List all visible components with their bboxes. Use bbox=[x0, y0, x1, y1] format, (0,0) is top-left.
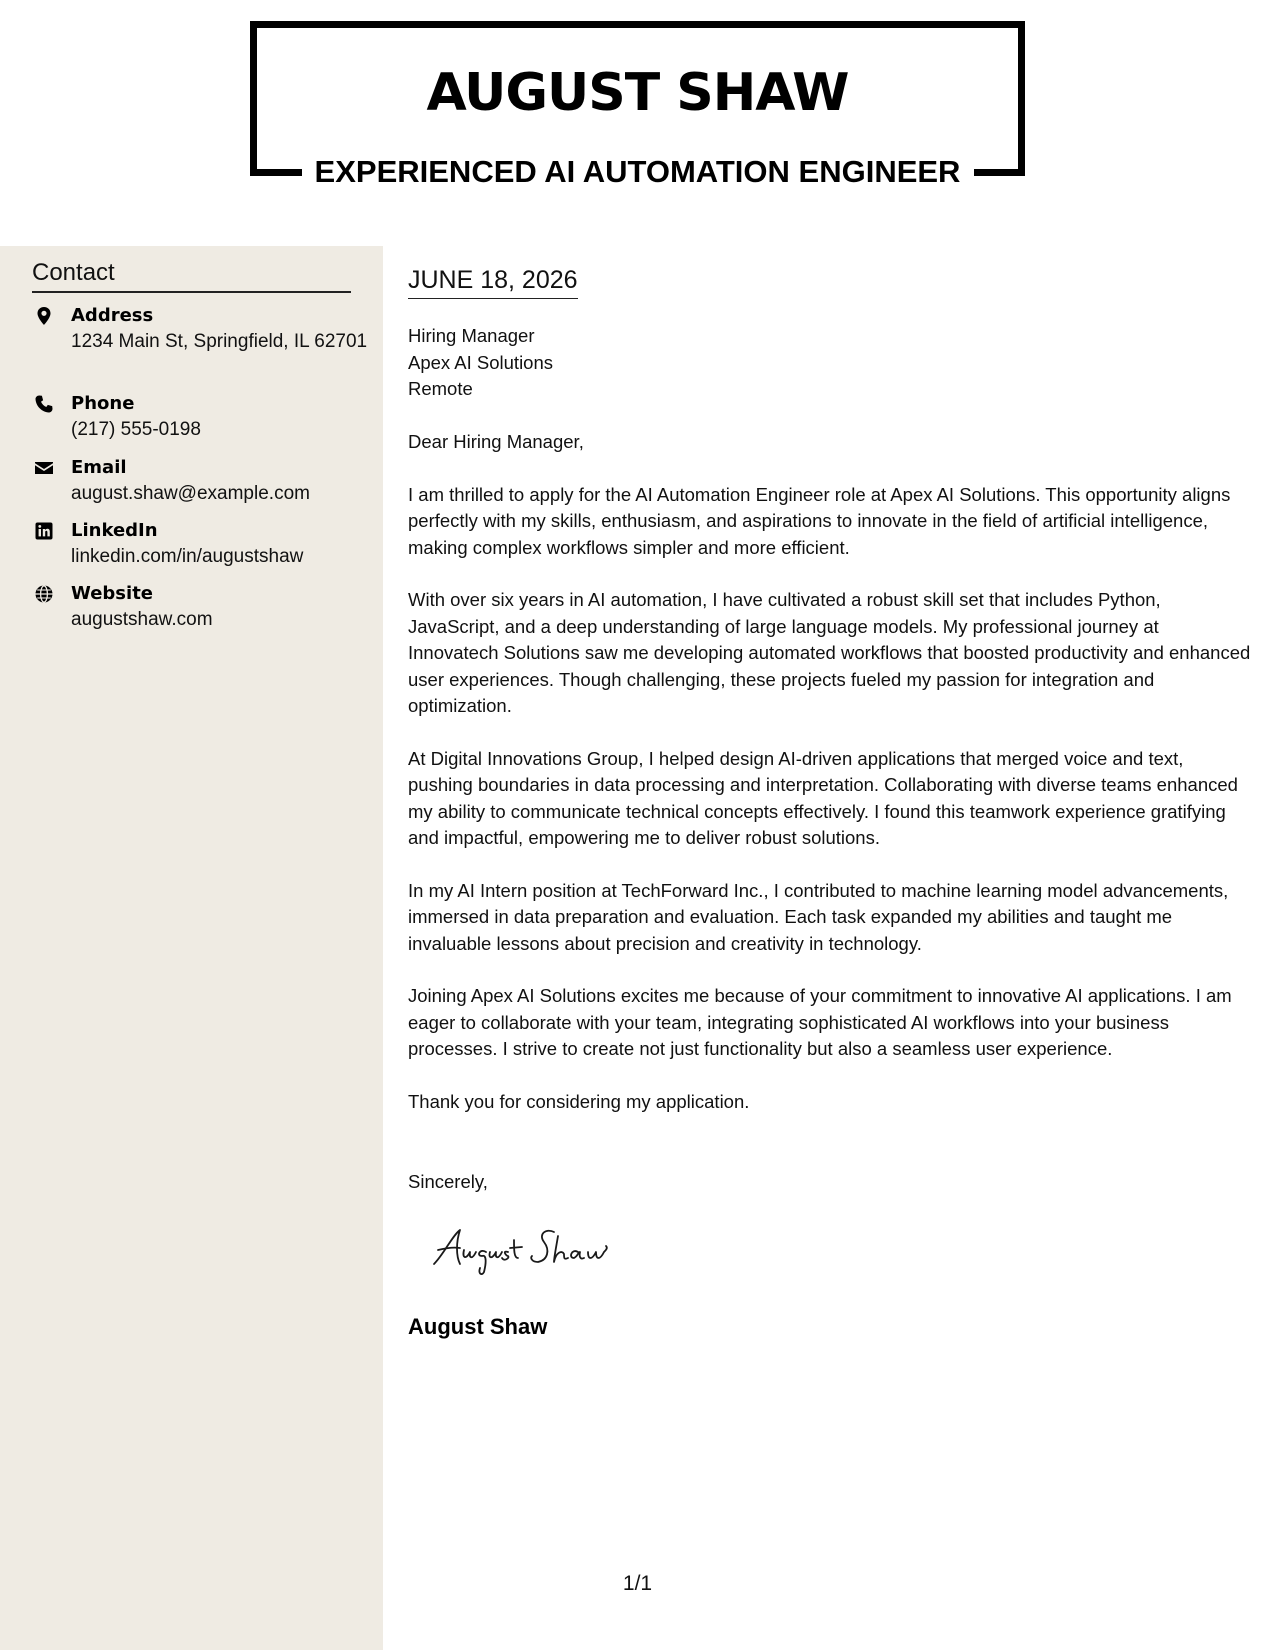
letter-paragraph: I am thrilled to apply for the AI Automation Engineer role at Apex AI Solutions. This opportunity aligns perfectly with my skills, enthusiasm, and aspirations to innovate in the field of artificial intelligence, making complex workflows simpler and more efficient. bbox=[408, 483, 1231, 558]
contact-sidebar bbox=[0, 246, 383, 1650]
phone-icon bbox=[34, 394, 54, 414]
recipient-block bbox=[408, 323, 553, 403]
envelope-icon bbox=[34, 458, 54, 478]
letter-paragraph: At Digital Innovations Group, I helped design AI-driven applications that merged voice and text, pushing boundaries in data processing and interpretation. Collaborating with diverse teams enhanced my ability to communicate technical concepts effectively. I found this teamwork experience gratifying and impactful, empowering me to deliver robust solutions. bbox=[408, 747, 1238, 848]
map-pin-icon bbox=[34, 306, 54, 326]
letter-paragraph: Thank you for considering my application. bbox=[408, 1090, 750, 1112]
page-number: 1/1 bbox=[622, 1572, 653, 1595]
applicant-name: AUGUST SHAW bbox=[426, 63, 849, 123]
applicant-title: EXPERIENCED AI AUTOMATION ENGINEER bbox=[314, 154, 961, 189]
signer-name: August Shaw bbox=[408, 1314, 548, 1339]
contact-label-email: Email bbox=[71, 457, 127, 478]
linkedin-icon bbox=[34, 521, 54, 541]
recipient-line: Hiring Manager bbox=[408, 325, 535, 346]
contact-value-linkedin: linkedin.com/in/augustshaw bbox=[71, 546, 304, 567]
letter-paragraph: Joining Apex AI Solutions excites me because of your commitment to innovative AI applications. I am eager to collaborate with your team, integrating sophisticated AI workflows into your business processes. I strive to create not just functionality but also a seamless user experience. bbox=[408, 985, 1232, 1059]
recipient-line: Apex AI Solutions bbox=[408, 351, 554, 373]
recipient-line: Remote bbox=[408, 378, 473, 399]
handwritten-signature bbox=[430, 1218, 650, 1278]
contact-label-linkedin: LinkedIn bbox=[71, 520, 158, 541]
closing-line: Sincerely, bbox=[408, 1171, 488, 1192]
contact-heading: Contact bbox=[32, 258, 351, 293]
contact-label-website: Website bbox=[71, 583, 154, 604]
letter-body bbox=[408, 429, 1253, 1141]
contact-value-email: august.shaw@example.com bbox=[71, 483, 310, 504]
contact-value-website: augustshaw.com bbox=[71, 609, 213, 630]
contact-value-phone: (217) 555-0198 bbox=[71, 419, 201, 440]
contact-label-address: Address bbox=[71, 305, 154, 326]
contact-label-phone: Phone bbox=[71, 393, 135, 414]
header-frame-top bbox=[250, 21, 1025, 28]
salutation: Dear Hiring Manager, bbox=[408, 431, 584, 452]
letter-paragraph: With over six years in AI automation, I have cultivated a robust skill set that includes Python, JavaScript, and a deep understanding of large language models. My professional journey at Innovatech Solutions saw me developing automated workflows that boosted productivity and enhanced user experiences. Though challenging, these projects fueled my passion for integration and optimization. bbox=[408, 589, 1251, 716]
globe-icon bbox=[34, 584, 54, 604]
contact-value-address: 1234 Main St, Springfield, IL 62701 bbox=[71, 331, 368, 352]
resume-header bbox=[0, 0, 1275, 245]
letter-paragraph: In my AI Intern position at TechForward Inc., I contributed to machine learning model advancements, immersed in data preparation and evaluation. Each task expanded my abilities and taught me invaluable lessons about precision and creativity in technology. bbox=[408, 879, 1229, 954]
letter-date: JUNE 18, 2026 bbox=[408, 264, 578, 299]
